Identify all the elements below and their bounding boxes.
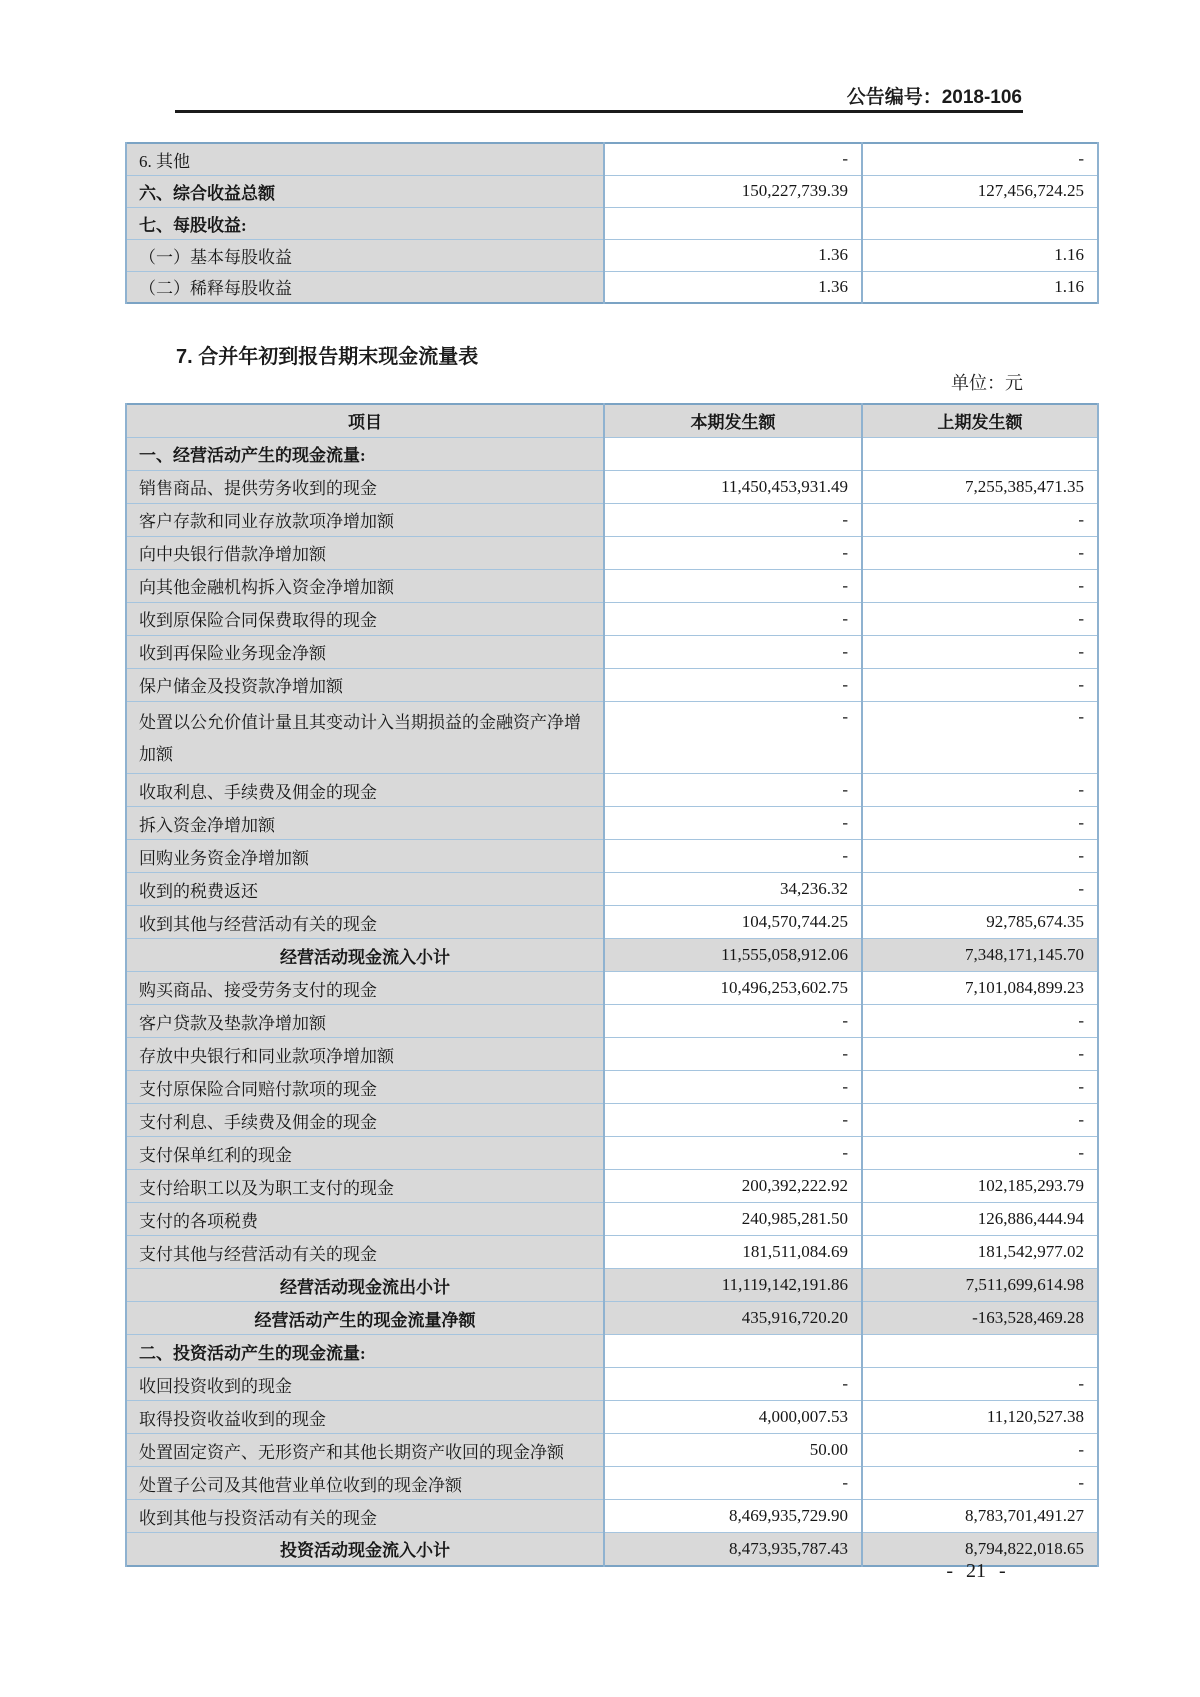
table-row bbox=[126, 701, 1098, 774]
current-amount: 240,985,281.50 bbox=[604, 1203, 862, 1236]
previous-amount: 127,456,724.25 bbox=[862, 175, 1098, 207]
current-amount: - bbox=[604, 602, 862, 635]
table-row bbox=[126, 1302, 1098, 1335]
table-row bbox=[126, 1137, 1098, 1170]
row-label: 取得投资收益收到的现金 bbox=[126, 1401, 604, 1434]
previous-amount: 8,783,701,491.27 bbox=[862, 1500, 1098, 1533]
table-row bbox=[126, 503, 1098, 536]
current-amount bbox=[604, 207, 862, 239]
table-row bbox=[126, 635, 1098, 668]
current-amount: 8,469,935,729.90 bbox=[604, 1500, 862, 1533]
previous-amount: - bbox=[862, 503, 1098, 536]
table-row bbox=[126, 1434, 1098, 1467]
col-header-previous-period: 上期发生额 bbox=[862, 404, 1098, 437]
table-row bbox=[126, 873, 1098, 906]
row-label: 收回投资收到的现金 bbox=[126, 1368, 604, 1401]
row-label: 经营活动现金流入小计 bbox=[126, 939, 604, 972]
current-amount: - bbox=[604, 1467, 862, 1500]
previous-amount: - bbox=[862, 807, 1098, 840]
table-row bbox=[126, 1038, 1098, 1071]
previous-amount: - bbox=[862, 1071, 1098, 1104]
current-amount: - bbox=[604, 1071, 862, 1104]
table-row bbox=[126, 1104, 1098, 1137]
table-row bbox=[126, 1071, 1098, 1104]
current-amount: 104,570,744.25 bbox=[604, 906, 862, 939]
row-label: （一）基本每股收益 bbox=[126, 239, 604, 271]
col-header-item: 项目 bbox=[126, 404, 604, 437]
current-amount: 181,511,084.69 bbox=[604, 1236, 862, 1269]
current-amount: - bbox=[604, 807, 862, 840]
current-amount bbox=[604, 1335, 862, 1368]
previous-amount: 126,886,444.94 bbox=[862, 1203, 1098, 1236]
current-amount: 11,555,058,912.06 bbox=[604, 939, 862, 972]
previous-amount: - bbox=[862, 1005, 1098, 1038]
previous-amount bbox=[862, 437, 1098, 470]
row-label: （二）稀释每股收益 bbox=[126, 271, 604, 303]
previous-amount: -163,528,469.28 bbox=[862, 1302, 1098, 1335]
page-number: - 21 - bbox=[946, 1560, 1006, 1582]
row-label: 经营活动现金流出小计 bbox=[126, 1269, 604, 1302]
previous-amount: 181,542,977.02 bbox=[862, 1236, 1098, 1269]
row-label: 经营活动产生的现金流量净额 bbox=[126, 1302, 604, 1335]
previous-amount: - bbox=[862, 1467, 1098, 1500]
row-label: 一、经营活动产生的现金流量: bbox=[126, 437, 604, 470]
previous-amount: 7,348,171,145.70 bbox=[862, 939, 1098, 972]
current-amount: 8,473,935,787.43 bbox=[604, 1533, 862, 1566]
row-label: 存放中央银行和同业款项净增加额 bbox=[126, 1038, 604, 1071]
previous-amount: - bbox=[862, 602, 1098, 635]
table-row bbox=[126, 807, 1098, 840]
row-label: 向中央银行借款净增加额 bbox=[126, 536, 604, 569]
table-row bbox=[126, 207, 1098, 239]
row-label: 支付原保险合同赔付款项的现金 bbox=[126, 1071, 604, 1104]
table-row bbox=[126, 239, 1098, 271]
table-row bbox=[126, 143, 1098, 175]
table-row bbox=[126, 1335, 1098, 1368]
previous-amount bbox=[862, 207, 1098, 239]
current-amount: - bbox=[604, 774, 862, 807]
previous-amount: - bbox=[862, 635, 1098, 668]
row-label: 七、每股收益: bbox=[126, 207, 604, 239]
current-amount: 435,916,720.20 bbox=[604, 1302, 862, 1335]
row-label: 收取利息、手续费及佣金的现金 bbox=[126, 774, 604, 807]
current-amount: - bbox=[604, 1137, 862, 1170]
unit-label: 单位：元 bbox=[951, 373, 1023, 393]
row-label: 收到的税费返还 bbox=[126, 873, 604, 906]
table-row bbox=[126, 939, 1098, 972]
current-amount: - bbox=[604, 536, 862, 569]
table-row bbox=[126, 1368, 1098, 1401]
table-row bbox=[126, 906, 1098, 939]
row-label: 支付保单红利的现金 bbox=[126, 1137, 604, 1170]
row-label: 收到其他与经营活动有关的现金 bbox=[126, 906, 604, 939]
table-row bbox=[126, 1269, 1098, 1302]
current-amount: - bbox=[604, 1368, 862, 1401]
current-amount: 1.36 bbox=[604, 239, 862, 271]
table-row bbox=[126, 437, 1098, 470]
row-label: 支付利息、手续费及佣金的现金 bbox=[126, 1104, 604, 1137]
table-row bbox=[126, 1170, 1098, 1203]
previous-amount: 1.16 bbox=[862, 271, 1098, 303]
announcement-number: 公告编号：2018-106 bbox=[846, 87, 1022, 108]
row-label: 6. 其他 bbox=[126, 143, 604, 175]
row-label: 二、投资活动产生的现金流量: bbox=[126, 1335, 604, 1368]
table-row bbox=[126, 569, 1098, 602]
current-amount: - bbox=[604, 840, 862, 873]
current-amount: - bbox=[604, 1038, 862, 1071]
current-amount: - bbox=[604, 1104, 862, 1137]
table-row bbox=[126, 1203, 1098, 1236]
row-label: 处置以公允价值计量且其变动计入当期损益的金融资产净增加额 bbox=[126, 701, 604, 774]
row-label: 收到原保险合同保费取得的现金 bbox=[126, 602, 604, 635]
current-amount: - bbox=[604, 143, 862, 175]
previous-amount: 7,511,699,614.98 bbox=[862, 1269, 1098, 1302]
table-row bbox=[126, 668, 1098, 701]
previous-amount: - bbox=[862, 668, 1098, 701]
row-label: 购买商品、接受劳务支付的现金 bbox=[126, 972, 604, 1005]
row-label: 支付给职工以及为职工支付的现金 bbox=[126, 1170, 604, 1203]
previous-amount: - bbox=[862, 1434, 1098, 1467]
row-label: 处置子公司及其他营业单位收到的现金净额 bbox=[126, 1467, 604, 1500]
section-title: 7. 合并年初到报告期末现金流量表 bbox=[176, 346, 479, 368]
previous-amount: - bbox=[862, 1368, 1098, 1401]
previous-amount: 7,255,385,471.35 bbox=[862, 470, 1098, 503]
table-row bbox=[126, 1236, 1098, 1269]
table-row bbox=[126, 1467, 1098, 1500]
current-amount: 34,236.32 bbox=[604, 873, 862, 906]
current-amount: 200,392,222.92 bbox=[604, 1170, 862, 1203]
previous-amount: - bbox=[862, 1104, 1098, 1137]
previous-amount: 11,120,527.38 bbox=[862, 1401, 1098, 1434]
row-label: 投资活动现金流入小计 bbox=[126, 1533, 604, 1566]
row-label: 拆入资金净增加额 bbox=[126, 807, 604, 840]
row-label: 客户贷款及垫款净增加额 bbox=[126, 1005, 604, 1038]
previous-amount: 92,785,674.35 bbox=[862, 906, 1098, 939]
table-header-row bbox=[126, 404, 1098, 437]
previous-amount: 7,101,084,899.23 bbox=[862, 972, 1098, 1005]
previous-amount: - bbox=[862, 774, 1098, 807]
table-row bbox=[126, 602, 1098, 635]
previous-amount: - bbox=[862, 569, 1098, 602]
table-row bbox=[126, 271, 1098, 303]
current-amount: 4,000,007.53 bbox=[604, 1401, 862, 1434]
current-amount bbox=[604, 437, 862, 470]
row-label: 六、综合收益总额 bbox=[126, 175, 604, 207]
table-row bbox=[126, 1401, 1098, 1434]
previous-amount: 1.16 bbox=[862, 239, 1098, 271]
table-row bbox=[126, 774, 1098, 807]
table-row bbox=[126, 470, 1098, 503]
current-amount: 11,119,142,191.86 bbox=[604, 1269, 862, 1302]
current-amount: 150,227,739.39 bbox=[604, 175, 862, 207]
table-row bbox=[126, 536, 1098, 569]
current-amount: - bbox=[604, 503, 862, 536]
row-label: 收到再保险业务现金净额 bbox=[126, 635, 604, 668]
previous-amount: - bbox=[862, 1137, 1098, 1170]
current-amount: - bbox=[604, 569, 862, 602]
table-row bbox=[126, 972, 1098, 1005]
previous-amount: 8,794,822,018.65 bbox=[862, 1533, 1098, 1566]
row-label: 支付其他与经营活动有关的现金 bbox=[126, 1236, 604, 1269]
row-label: 支付的各项税费 bbox=[126, 1203, 604, 1236]
table-row bbox=[126, 1005, 1098, 1038]
current-amount: 1.36 bbox=[604, 271, 862, 303]
current-amount: 50.00 bbox=[604, 1434, 862, 1467]
row-label: 客户存款和同业存放款项净增加额 bbox=[126, 503, 604, 536]
previous-amount bbox=[862, 1335, 1098, 1368]
table-row bbox=[126, 840, 1098, 873]
previous-amount: - bbox=[862, 1038, 1098, 1071]
table-row bbox=[126, 1500, 1098, 1533]
previous-amount: - bbox=[862, 873, 1098, 906]
row-label: 销售商品、提供劳务收到的现金 bbox=[126, 470, 604, 503]
current-amount: 11,450,453,931.49 bbox=[604, 470, 862, 503]
current-amount: - bbox=[604, 635, 862, 668]
current-amount: - bbox=[604, 701, 862, 774]
previous-amount: 102,185,293.79 bbox=[862, 1170, 1098, 1203]
row-label: 保户储金及投资款净增加额 bbox=[126, 668, 604, 701]
row-label: 回购业务资金净增加额 bbox=[126, 840, 604, 873]
previous-amount: - bbox=[862, 143, 1098, 175]
table-row bbox=[126, 175, 1098, 207]
current-amount: - bbox=[604, 1005, 862, 1038]
previous-amount: - bbox=[862, 536, 1098, 569]
cash-flow-table bbox=[125, 403, 1099, 1567]
header-divider bbox=[175, 110, 1023, 113]
income-summary-table bbox=[125, 142, 1099, 304]
previous-amount: - bbox=[862, 840, 1098, 873]
current-amount: 10,496,253,602.75 bbox=[604, 972, 862, 1005]
row-label: 处置固定资产、无形资产和其他长期资产收回的现金净额 bbox=[126, 1434, 604, 1467]
col-header-current-period: 本期发生额 bbox=[604, 404, 862, 437]
previous-amount: - bbox=[862, 701, 1098, 774]
current-amount: - bbox=[604, 668, 862, 701]
row-label: 向其他金融机构拆入资金净增加额 bbox=[126, 569, 604, 602]
row-label: 收到其他与投资活动有关的现金 bbox=[126, 1500, 604, 1533]
